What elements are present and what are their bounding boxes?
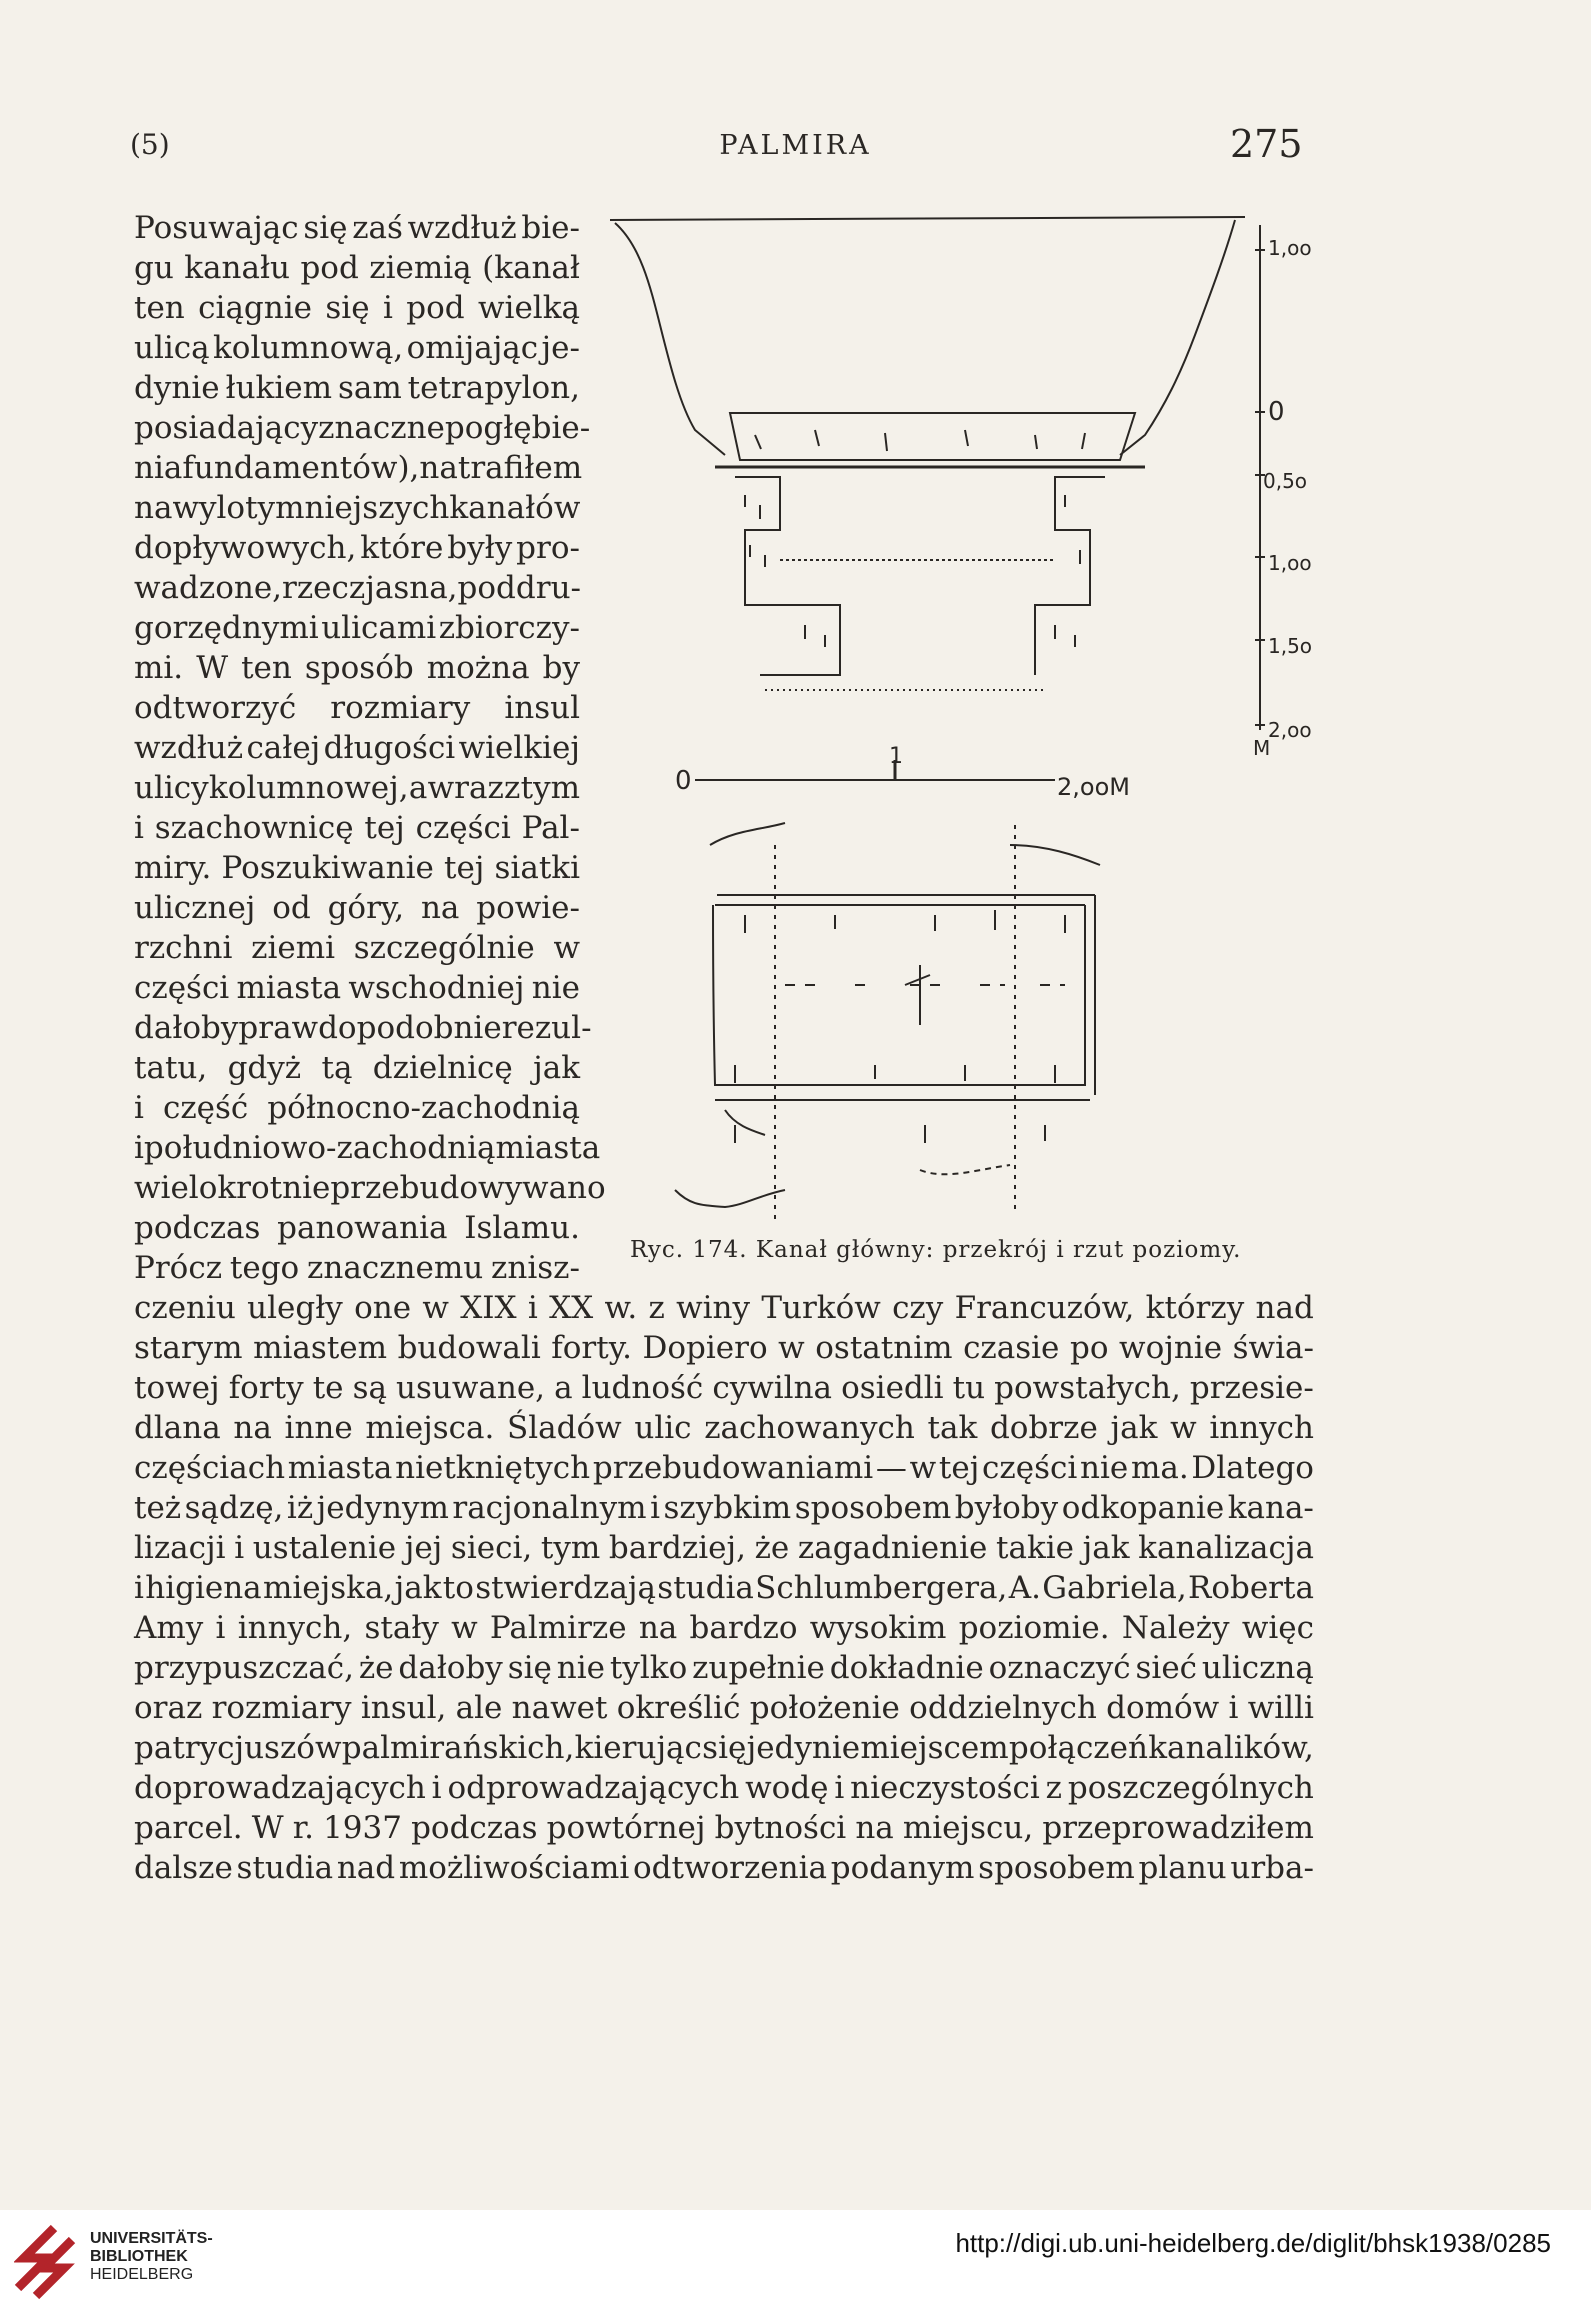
running-title: PALMIRA — [719, 130, 872, 161]
text-line: dynie łukiem sam tetrapylon, — [134, 370, 580, 406]
text-line: i południowo-zachodnią miasta — [134, 1130, 601, 1166]
text-line: miry. Poszukiwanie tej siatki — [134, 850, 580, 886]
text-line: czeniu uległy one w XIX i XX w. z winy Turków czy Francuzów, którzy nad — [134, 1290, 1314, 1326]
left-column-text — [134, 208, 606, 1288]
text-line: lizacji i ustalenie jej sieci, tym bardziej, że zagadnienie takie jak kanalizacja — [134, 1530, 1314, 1566]
text-line: ten ciągnie się i pod wielką — [134, 290, 580, 326]
source-url-link[interactable]: http://digi.ub.uni-heidelberg.de/diglit/bhsk1938/0285 — [955, 2228, 1551, 2258]
text-line: wielokrotnie przebudowywano — [134, 1170, 606, 1206]
text-line: ulicznej od góry, na powie- — [134, 890, 580, 926]
canal-plan-view — [675, 823, 1100, 1225]
text-line: przypuszczać, że dałoby się nie tylko zupełnie dokładnie oznaczyć sieć uliczną — [134, 1650, 1314, 1686]
text-line: dopływowych, które były pro- — [134, 530, 580, 566]
library-footer — [0, 2210, 1591, 2315]
canal-cross-section — [610, 217, 1245, 690]
text-line: na wyloty mniejszych kanałów — [134, 490, 581, 526]
scale-label-one: 1,oo — [1268, 551, 1312, 575]
text-line: oraz rozmiary insul, ale nawet określić położenie oddzielnych domów i willi — [134, 1690, 1314, 1726]
text-line: ulicy kolumnowej, a wraz z tym — [134, 770, 580, 806]
text-line: Amy i innych, stały w Palmirze na bardzo wysokim poziomie. Należy więc — [134, 1610, 1314, 1646]
scale-label-two: 2,oo — [1268, 718, 1312, 742]
scale-unit: M — [1253, 736, 1271, 760]
library-line-3: HEIDELBERG — [90, 2266, 194, 2283]
text-line: mi. W ten sposób można by — [134, 650, 580, 686]
scale-start: 0 — [675, 766, 692, 796]
text-line: dalsze studia nad możliwościami odtworzenia podanym sposobem planu urba- — [134, 1850, 1314, 1886]
canal-drawing-figure — [585, 205, 1315, 1225]
text-line: tatu, gdyż tą dzielnicę jak — [134, 1050, 580, 1086]
text-line: dałoby prawdopodobnie rezul- — [134, 1010, 592, 1046]
scale-label-half: 0,5o — [1263, 469, 1308, 493]
text-line: ulicą kolumnową, omijając je- — [134, 330, 580, 366]
text-line: też sądzę, iż jedynym racjonalnym i szybkim sposobem byłoby odkopanie kana- — [134, 1490, 1314, 1526]
text-line: patrycjuszów palmirańskich, kierując się jedynie miejscem połączeń kanalików, — [134, 1730, 1314, 1766]
text-line: starym miastem budowali forty. Dopiero w ostatnim czasie po wojnie świa- — [134, 1330, 1314, 1366]
scale-label-top: 1,oo — [1268, 236, 1312, 260]
text-line: gu kanału pod ziemią (kanał — [134, 250, 580, 286]
horizontal-scale — [695, 760, 1055, 780]
text-line: doprowadzających i odprowadzających wodę i nieczystości z poszczególnych — [134, 1770, 1314, 1806]
page-header — [0, 122, 1591, 178]
text-line: wadzone, rzecz jasna, pod dru- — [134, 570, 582, 606]
scale-label-one-half: 1,5o — [1268, 634, 1313, 658]
text-line: gorzędnymi ulicami zbiorczy- — [134, 610, 580, 646]
text-line: wzdłuż całej długości wielkiej — [134, 730, 580, 766]
text-line: podczas panowania Islamu. — [134, 1210, 580, 1246]
full-width-text — [134, 1288, 1314, 1888]
text-line: i szachownicę tej części Pal- — [134, 810, 580, 846]
text-line: Posuwając się zaś wzdłuż bie- — [134, 210, 580, 246]
text-line: posiadający znaczne pogłębie- — [134, 410, 591, 446]
section-number: (5) — [130, 128, 170, 161]
scale-end: 2,ooM — [1057, 773, 1130, 801]
text-line: Prócz tego znacznemu znisz- — [134, 1250, 580, 1286]
text-line: rzchni ziemi szczególnie w — [134, 930, 580, 966]
library-logo-icon — [14, 2222, 78, 2300]
text-line: i część północno-zachodnią — [134, 1090, 580, 1126]
scale-label-zero: 0 — [1268, 397, 1285, 427]
text-line: i higiena miejska, jak to stwierdzają studia Schlumbergera, A. Gabriela, Roberta — [134, 1570, 1314, 1606]
library-name — [90, 2230, 213, 2284]
page-number: 275 — [1230, 122, 1303, 166]
figure-caption: Ryc. 174. Kanał główny: przekrój i rzut poziomy. — [630, 1237, 1242, 1263]
text-line: nia fundamentów), natrafiłem — [134, 450, 583, 486]
text-line: parcel. W r. 1937 podczas powtórnej bytności na miejscu, przeprowadziłem — [134, 1810, 1314, 1846]
text-line: towej forty te są usuwane, a ludność cywilna osiedli tu powstałych, przesie- — [134, 1370, 1314, 1406]
text-line: części miasta wschodniej nie — [134, 970, 580, 1006]
library-line-1: UNIVERSITÄTS- — [90, 2230, 213, 2247]
text-line: odtworzyć rozmiary insul — [134, 690, 580, 726]
library-line-2: BIBLIOTHEK — [90, 2248, 188, 2265]
scale-mid: 1 — [889, 744, 903, 769]
text-line: częściach miasta nietkniętych przebudowaniami — w tej części nie ma. Dlatego — [134, 1450, 1314, 1486]
text-line: dlana na inne miejsca. Śladów ulic zachowanych tak dobrze jak w innych — [134, 1410, 1314, 1446]
